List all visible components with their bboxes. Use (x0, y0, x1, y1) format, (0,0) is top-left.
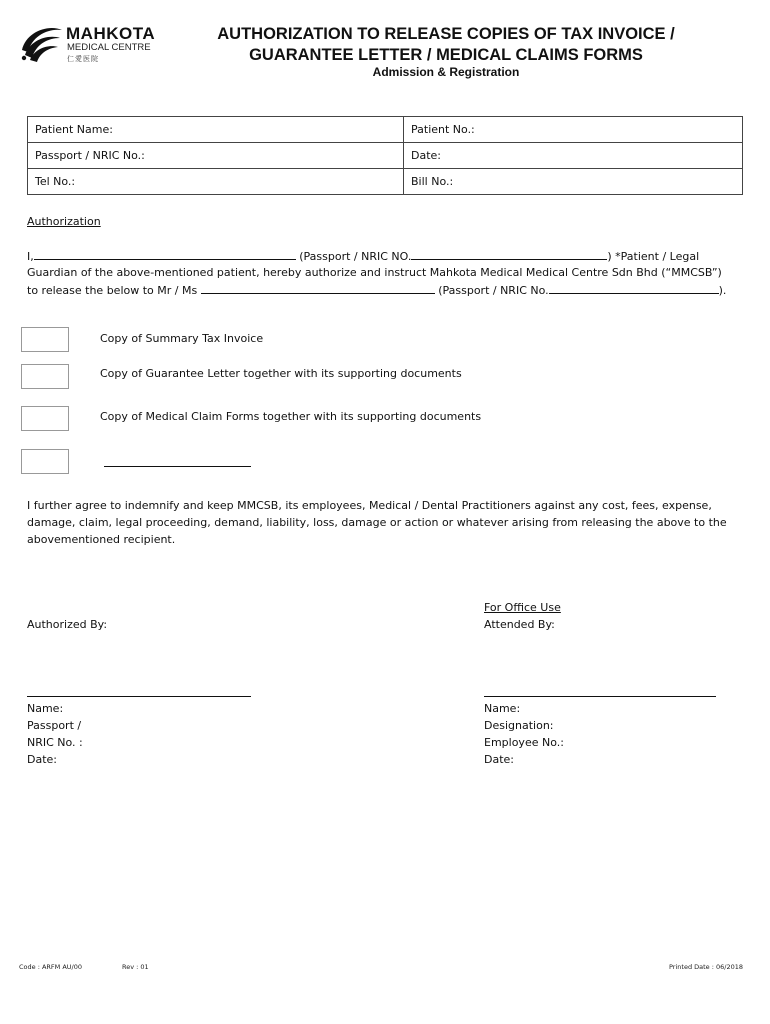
attended-by-label: Attended By: (484, 618, 555, 631)
office-use-heading: For Office Use (484, 601, 561, 614)
release-to-label: to release the below to Mr / Ms (27, 284, 198, 297)
staff-details (484, 700, 564, 768)
other-document-checkbox[interactable] (21, 449, 69, 474)
authorizer-passport-blank[interactable] (411, 247, 607, 260)
footer-printed-date: Printed Date : 06/2018 (669, 963, 744, 971)
form-subtitle: Admission & Registration (372, 65, 520, 79)
table-row (28, 117, 743, 143)
authorization-line-1 (27, 247, 699, 265)
summary-tax-invoice-checkbox[interactable] (21, 327, 69, 352)
staff-employee-no-label: Employee No.: (484, 736, 564, 749)
footer-code: Code : ARFM AU/00 (19, 963, 83, 971)
authorized-signature-line[interactable] (27, 696, 251, 697)
authorization-line-2: Guardian of the above-mentioned patient, hereby authorize and instruct Mahkota Medical Medical Centre Sdn Bhd (“MMCSB”) (27, 266, 722, 279)
summary-tax-invoice-label: Copy of Summary Tax Invoice (100, 332, 264, 345)
medical-claim-forms-label: Copy of Medical Claim Forms together with its supporting documents (100, 410, 482, 423)
authorization-line-3 (27, 281, 726, 299)
patient-name-field[interactable]: Patient Name: (28, 117, 404, 143)
passport-nric-field[interactable]: Passport / NRIC No.: (28, 143, 404, 169)
recipient-passport-blank[interactable] (549, 281, 719, 294)
authorizer-details (27, 700, 83, 768)
date-field[interactable]: Date: (404, 143, 743, 169)
table-row (28, 169, 743, 195)
authorization-passport-label: (Passport / NRIC NO. (299, 250, 412, 263)
recipient-close-paren: ). (718, 284, 727, 297)
staff-name-label: Name: (484, 702, 521, 715)
mahkota-logo-icon (18, 22, 64, 64)
form-title-line-2: GUARANTEE LETTER / MEDICAL CLAIMS FORMS (249, 46, 643, 64)
medical-claim-forms-checkbox[interactable] (21, 406, 69, 431)
footer-revision: Rev : 01 (122, 963, 149, 971)
patient-no-field[interactable]: Patient No.: (404, 117, 743, 143)
table-row (28, 143, 743, 169)
brand-subtitle: MEDICAL CENTRE (67, 42, 151, 53)
recipient-passport-label: (Passport / NRIC No. (438, 284, 549, 297)
brand-name: MAHKOTA (66, 24, 156, 43)
indemnity-line-3: abovementioned recipient. (27, 533, 176, 546)
guarantee-letter-checkbox[interactable] (21, 364, 69, 389)
staff-date-label: Date: (484, 753, 514, 766)
indemnity-line-1: I further agree to indemnify and keep MMCSB, its employees, Medical / Dental Practitioners against any cost, fees, expense, (27, 499, 712, 512)
authorizer-name-blank[interactable] (34, 247, 296, 260)
tel-no-field[interactable]: Tel No.: (28, 169, 404, 195)
authorization-i-label: I, (27, 250, 34, 263)
authorization-patient-guardian-label: ) *Patient / Legal (607, 250, 700, 263)
guarantee-letter-label: Copy of Guarantee Letter together with its supporting documents (100, 367, 462, 380)
patient-info-table (27, 116, 743, 195)
form-title (176, 24, 716, 66)
authorization-heading: Authorization (27, 215, 101, 228)
authorizer-nric-label: NRIC No. : (27, 736, 83, 749)
brand-chinese-name: 仁愛医院 (67, 55, 99, 63)
indemnity-line-2: damage, claim, legal proceeding, demand, liability, loss, damage or action or whatever arising from releasing the above to the (27, 516, 727, 529)
form-title-line-1: AUTHORIZATION TO RELEASE COPIES OF TAX INVOICE / (217, 25, 675, 43)
authorizer-date-label: Date: (27, 753, 57, 766)
attended-signature-line[interactable] (484, 696, 716, 697)
recipient-name-blank[interactable] (201, 281, 435, 294)
authorized-by-label: Authorized By: (27, 618, 108, 631)
authorizer-name-label: Name: (27, 702, 64, 715)
bill-no-field[interactable]: Bill No.: (404, 169, 743, 195)
other-document-blank[interactable] (104, 466, 251, 467)
staff-designation-label: Designation: (484, 719, 554, 732)
authorizer-passport-label: Passport / (27, 719, 82, 732)
